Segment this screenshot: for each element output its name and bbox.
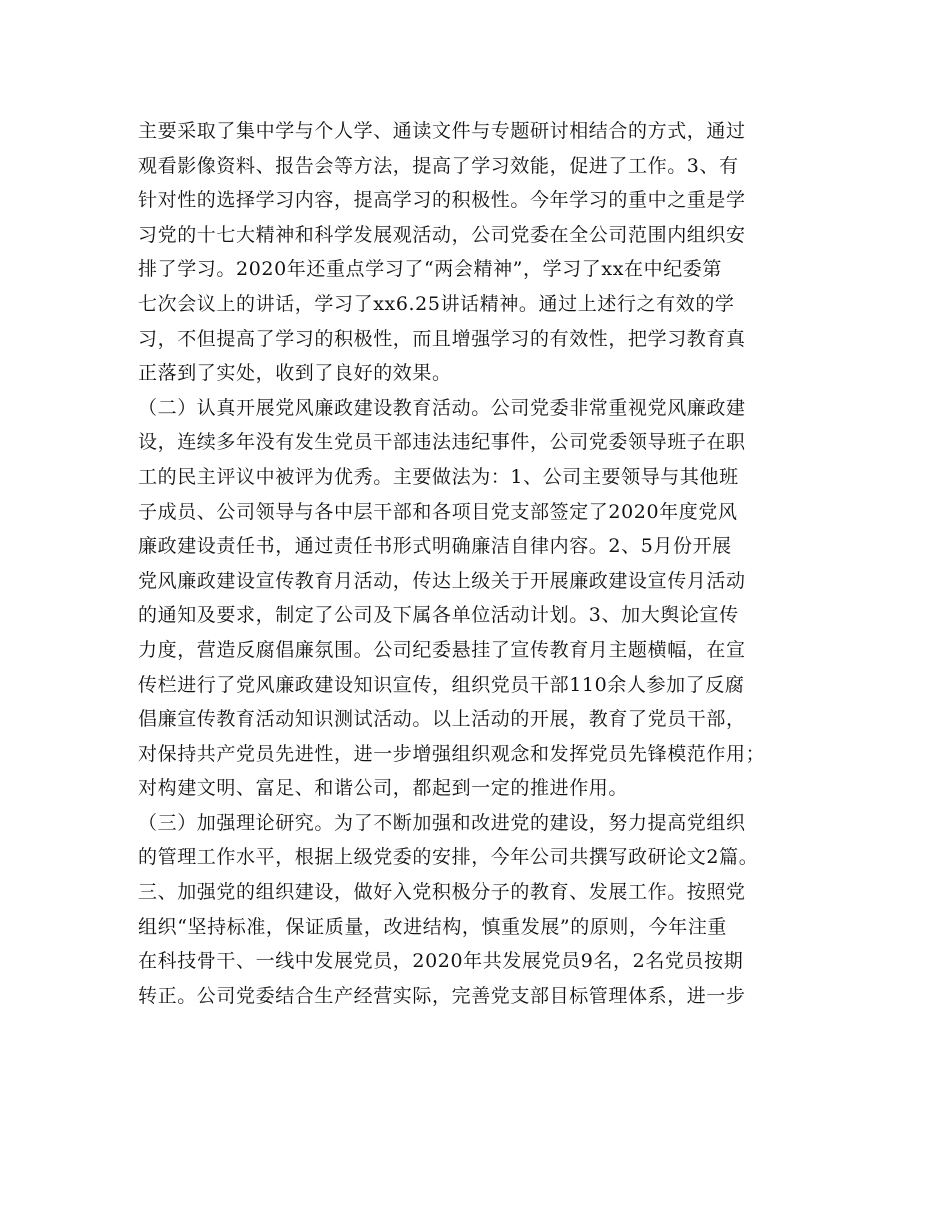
- text-line: 力度，营造反腐倡廉氛围。公司纪委悬挂了宣传教育月主题横幅，在宣: [138, 638, 746, 661]
- text-line: 转正。公司党委结合生产经营实际，完善党支部目标管理体系，进一步: [138, 984, 746, 1007]
- body-text-block: [138, 114, 828, 875]
- text-line: 传栏进行了党风廉政建设知识宣传，组织党员干部110余人参加了反腐: [138, 673, 745, 696]
- text-line: 正落到了实处，收到了良好的效果。: [138, 362, 452, 385]
- text-line: 廉政建设责任书，通过责任书形式明确廉洁自律内容。2、5月份开展: [138, 535, 732, 558]
- text-line: 的管理工作水平，根据上级党委的安排，今年公司共撰写政研论文2篇。: [138, 846, 759, 869]
- text-line: 习党的十七大精神和科学发展观活动，公司党委在全公司范围内组织安: [138, 223, 746, 246]
- text-line: （三）加强理论研究。为了不断加强和改进党的建设，努力提高党组织: [138, 811, 746, 834]
- text-line: 主要采取了集中学与个人学、通读文件与专题研讨相结合的方式，通过: [138, 120, 746, 142]
- text-line: 七次会议上的讲话，学习了xx6.25讲话精神。通过上述行之有效的学: [138, 292, 735, 315]
- text-line: 观看影像资料、报告会等方法，提高了学习效能，促进了工作。3、有: [138, 154, 739, 177]
- text-line: 排了学习。2020年还重点学习了“两会精神”，学习了xx在中纪委第: [138, 258, 723, 281]
- text-line: 习，不但提高了学习的积极性，而且增强学习的有效性，把学习教育真: [138, 327, 746, 350]
- text-line: 对保持共产党员先进性，进一步增强组织观念和发挥党员先锋模范作用；: [138, 742, 766, 765]
- section-three-text-block: [138, 875, 828, 1013]
- text-line: 工的民主评议中被评为优秀。主要做法为：1、公司主要领导与其他班: [138, 465, 739, 488]
- text-line: 党风廉政建设宣传教育月活动，传达上级关于开展廉政建设宣传月活动: [138, 569, 746, 592]
- text-line: 在科技骨干、一线中发展党员，2020年共发展党员9名，2名党员按期: [138, 950, 744, 973]
- text-line: 组织“坚持标准，保证质量，改进结构，慎重发展”的原则，今年注重: [138, 915, 728, 938]
- text-line: 三、加强党的组织建设，做好入党积极分子的教育、发展工作。按照党: [138, 881, 746, 903]
- text-line: （二）认真开展党风廉政建设教育活动。公司党委非常重视党风廉政建: [138, 396, 746, 419]
- text-line: 对构建文明、富足、和谐公司，都起到一定的推进作用。: [138, 777, 629, 800]
- text-line: 的通知及要求，制定了公司及下属各单位活动计划。3、加大舆论宣传: [138, 604, 739, 627]
- text-line: 设，连续多年没有发生党员干部违法违纪事件，公司党委领导班子在职: [138, 431, 746, 454]
- text-line: 针对性的选择学习内容，提高学习的积极性。今年学习的重中之重是学: [138, 189, 746, 212]
- text-line: 子成员、公司领导与各中层干部和各项目党支部签定了2020年度党风: [138, 500, 738, 523]
- text-line: 倡廉宣传教育活动知识测试活动。以上活动的开展，教育了党员干部，: [138, 708, 746, 731]
